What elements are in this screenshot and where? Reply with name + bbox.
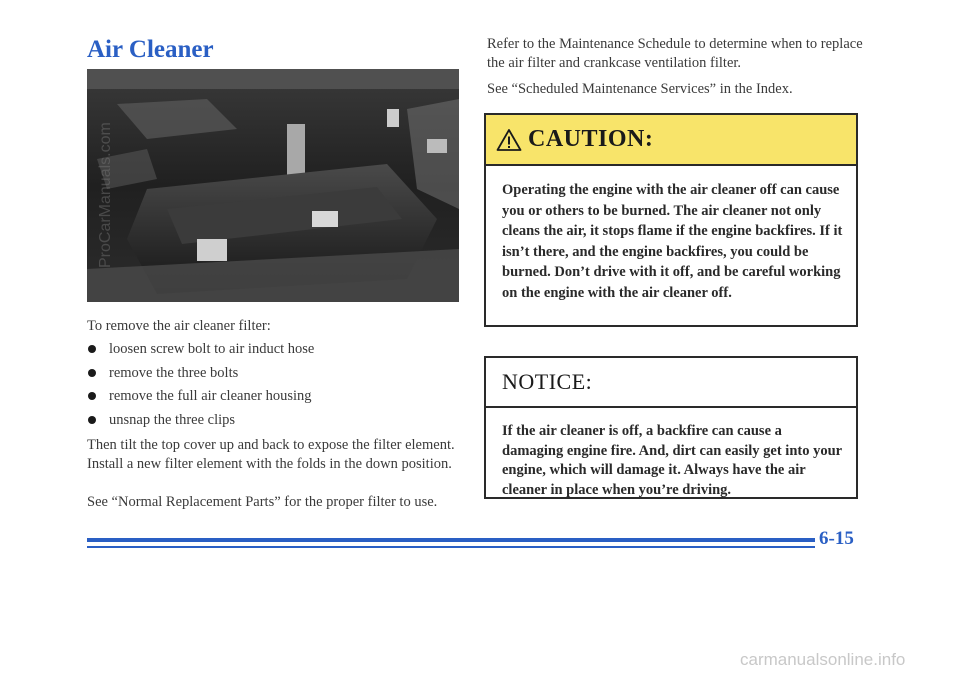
- install-paragraph: Then tilt the top cover up and back to expose the filter element. Install a new filter element with the folds in the down position.: [87, 437, 455, 472]
- intro-text: To remove the air cleaner filter:: [87, 318, 271, 334]
- section-title: Air Cleaner: [87, 36, 214, 63]
- site-watermark: carmanualsonline.info: [740, 650, 906, 669]
- step-text: unsnap the three clips: [109, 411, 236, 428]
- bullet-icon: [88, 345, 96, 353]
- index-paragraph: See “Scheduled Maintenance Services” in the Index.: [487, 81, 793, 97]
- bullet-icon: [88, 369, 96, 377]
- bullet-icon: [88, 392, 96, 400]
- schedule-paragraph: Refer to the Maintenance Schedule to determine when to replace the air filter and crankcase ventilation filter.: [487, 36, 863, 71]
- list-item: [87, 364, 467, 388]
- step-text: loosen screw bolt to air induct hose: [109, 341, 315, 357]
- list-item: [87, 411, 467, 435]
- step-text: remove the full air cleaner housing: [109, 388, 312, 404]
- left-column: [87, 30, 467, 64]
- caution-text: Operating the engine with the air cleaner off can cause you or others to be burned. The air cleaner not only cleans the air, it stops flame if the engine backfires. If it isn’t there, and the engine backfires, you could be burned. Don’t drive with it off, and be careful working on the engine with the air cleaner off.: [502, 182, 843, 301]
- steps-list: [87, 340, 467, 434]
- footer-rule-thin: [87, 546, 815, 548]
- bullet-icon: [88, 416, 96, 424]
- engine-photo: [87, 69, 459, 302]
- list-item: [87, 340, 467, 364]
- warning-triangle-icon: [496, 128, 522, 152]
- engine-photo-graphic: [87, 69, 459, 302]
- notice-box: [484, 356, 858, 499]
- footer-rule: [87, 538, 815, 542]
- caution-box: [484, 113, 858, 327]
- step-text: remove the three bolts: [109, 364, 239, 381]
- replacement-parts-paragraph: See “Normal Replacement Parts” for the proper filter to use.: [87, 494, 438, 510]
- notice-header: [486, 358, 856, 408]
- side-watermark: ProCarManuals.com: [97, 122, 114, 268]
- page-number: 6-15: [819, 528, 854, 549]
- caution-title: CAUTION:: [528, 126, 654, 152]
- notice-text: If the air cleaner is off, a backfire can cause a damaging engine fire. And, dirt can easily get into your engine, which will damage it. Always have the air cleaner in place when you’re driving.: [502, 423, 842, 498]
- notice-title: NOTICE:: [502, 369, 593, 394]
- caution-header: [486, 115, 856, 166]
- list-item: [87, 387, 467, 411]
